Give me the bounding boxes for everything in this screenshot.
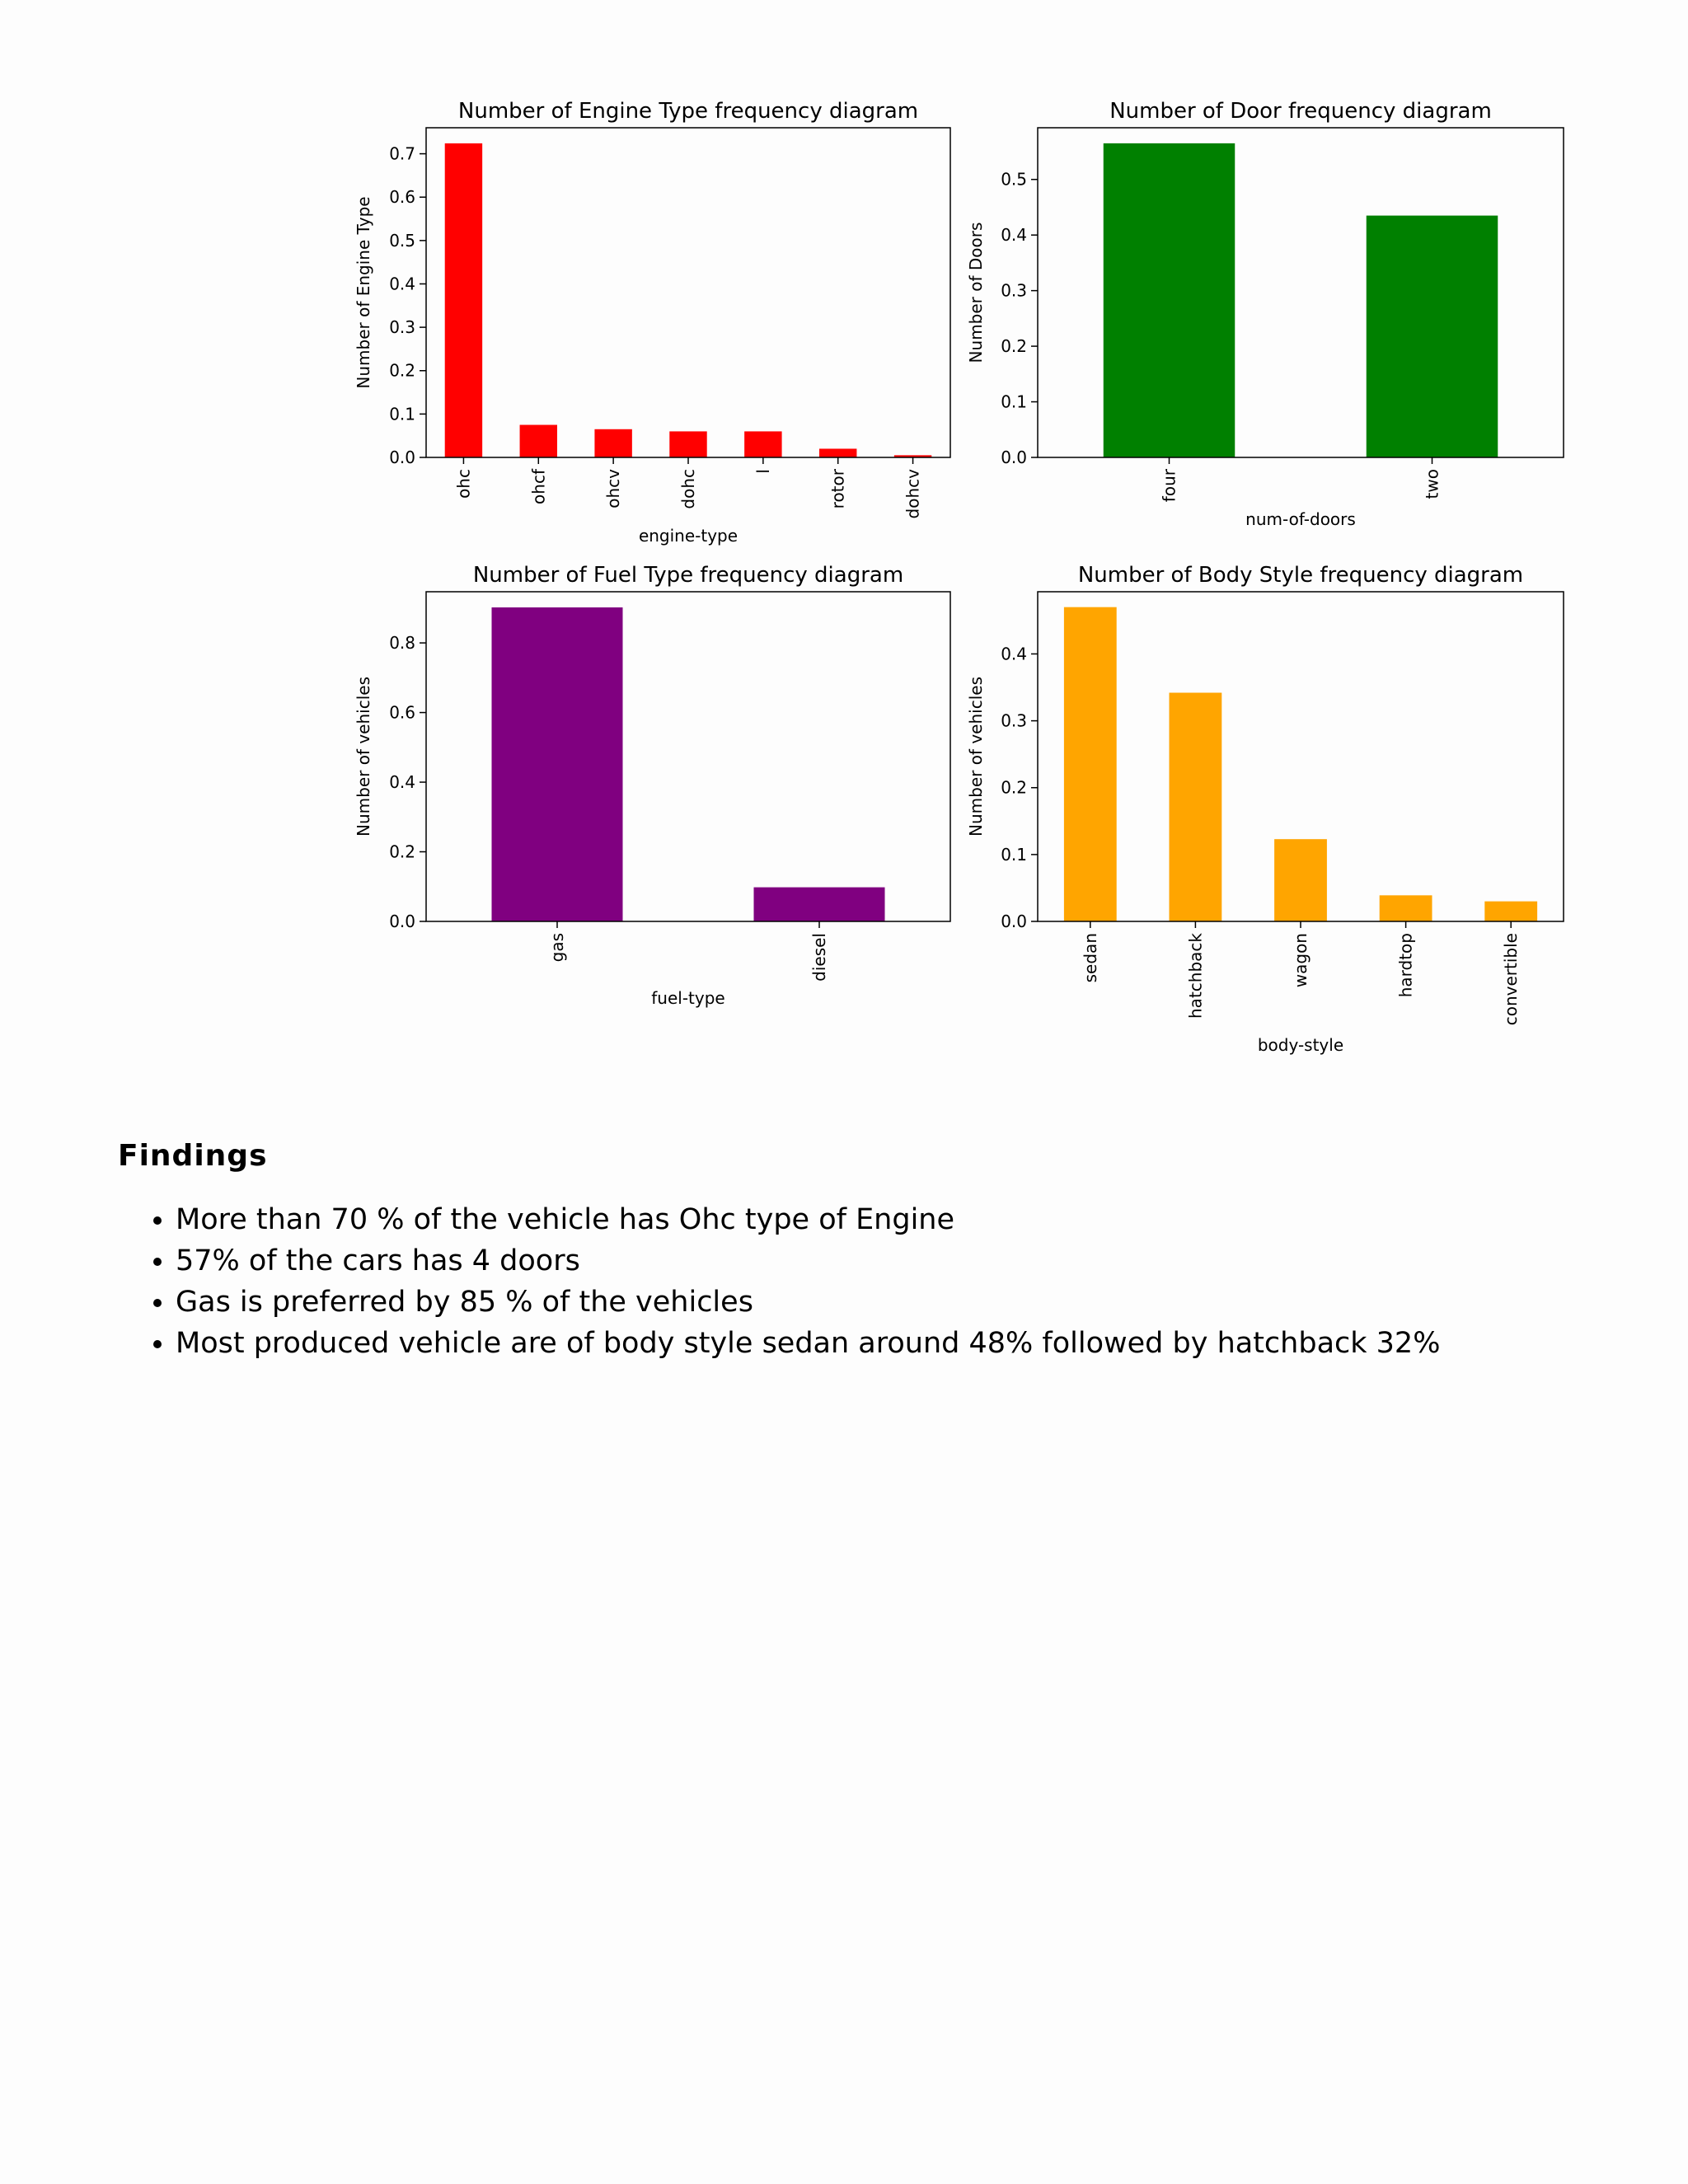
bar-four: [1104, 143, 1236, 457]
finding-item: • Most produced vehicle are of body style sedan around 48% followed by hatchback 32%: [176, 1323, 1440, 1364]
bar-gas: [492, 607, 623, 921]
y-tick-label: 0.3: [1001, 710, 1027, 731]
y-tick-label: 0.0: [1001, 448, 1027, 467]
x-tick-label: ohcv: [603, 469, 624, 509]
x-axis-label: body-style: [1257, 1035, 1344, 1055]
charts-figure: [0, 0, 1688, 1088]
y-tick-label: 0.3: [389, 317, 415, 338]
y-tick-label: 0.2: [1001, 777, 1027, 798]
x-tick-label: ohc: [453, 469, 474, 499]
y-tick-label: 0.6: [389, 702, 415, 723]
x-tick-label: sedan: [1080, 933, 1100, 983]
x-tick-label: wagon: [1291, 933, 1311, 988]
chart-title: Number of Engine Type frequency diagram: [457, 99, 919, 124]
x-tick-label: dohcv: [903, 469, 923, 519]
charts-area: [0, 0, 1688, 1088]
bar-hatchback: [1170, 693, 1222, 921]
x-tick-label: convertible: [1501, 933, 1522, 1026]
bar-hardtop: [1380, 895, 1432, 921]
y-tick-label: 0.4: [389, 772, 415, 793]
y-tick-label: 0.3: [1001, 280, 1027, 301]
y-tick-label: 0.2: [389, 841, 415, 862]
y-tick-label: 0.0: [389, 912, 415, 931]
y-axis-label: Number of vehicles: [354, 677, 373, 837]
y-tick-label: 0.5: [1001, 169, 1027, 190]
x-tick-label: dohc: [678, 469, 698, 509]
bar-sedan: [1064, 607, 1117, 921]
bar-rotor: [819, 448, 856, 457]
bar-l: [744, 431, 781, 457]
x-axis-label: engine-type: [638, 526, 738, 546]
bar-ohc: [445, 143, 482, 457]
y-tick-label: 0.2: [389, 360, 415, 381]
chart-title: Number of Body Style frequency diagram: [1077, 563, 1524, 588]
y-tick-label: 0.4: [389, 274, 415, 294]
x-tick-label: diesel: [809, 933, 829, 982]
y-axis-label: Number of Engine Type: [354, 196, 373, 389]
y-tick-label: 0.0: [389, 448, 415, 467]
x-tick-label: two: [1422, 469, 1442, 499]
bar-two: [1367, 216, 1498, 457]
x-tick-label: l: [753, 469, 773, 474]
x-axis-label: fuel-type: [651, 988, 725, 1008]
bar-convertible: [1484, 902, 1537, 921]
x-tick-label: gas: [547, 933, 567, 963]
findings-section: [118, 1139, 1440, 1364]
finding-item: • More than 70 % of the vehicle has Ohc type of Engine: [176, 1199, 1440, 1240]
y-tick-label: 0.1: [389, 404, 415, 424]
y-axis-label: Number of vehicles: [966, 677, 986, 837]
x-tick-label: hardtop: [1395, 933, 1416, 998]
y-tick-label: 0.4: [1001, 225, 1027, 246]
bar-ohcf: [520, 425, 557, 457]
chart-title: Number of Fuel Type frequency diagram: [472, 563, 904, 588]
findings-list: [118, 1199, 1440, 1364]
y-tick-label: 0.1: [1001, 391, 1027, 412]
bar-ohcv: [594, 429, 631, 457]
bar-dohc: [669, 431, 706, 457]
y-tick-label: 0.6: [389, 187, 415, 208]
y-tick-label: 0.8: [389, 633, 415, 654]
x-axis-label: num-of-doors: [1245, 509, 1356, 529]
x-tick-label: four: [1159, 469, 1179, 503]
y-tick-label: 0.0: [1001, 912, 1027, 931]
y-axis-label: Number of Doors: [966, 222, 986, 363]
y-tick-label: 0.1: [1001, 844, 1027, 865]
axes-frame: [426, 128, 950, 457]
y-tick-label: 0.4: [1001, 644, 1027, 664]
finding-item: • Gas is preferred by 85 % of the vehicles: [176, 1282, 1440, 1323]
y-tick-label: 0.7: [389, 143, 415, 164]
x-tick-label: rotor: [828, 469, 848, 509]
x-tick-label: ohcf: [528, 469, 549, 504]
findings-heading: Findings: [118, 1139, 268, 1173]
y-tick-label: 0.5: [389, 230, 415, 251]
finding-item: • 57% of the cars has 4 doors: [176, 1240, 1440, 1282]
bar-wagon: [1274, 839, 1327, 921]
chart-title: Number of Door frequency diagram: [1109, 99, 1492, 124]
y-tick-label: 0.2: [1001, 336, 1027, 357]
bar-diesel: [754, 888, 885, 921]
x-tick-label: hatchback: [1185, 933, 1206, 1019]
